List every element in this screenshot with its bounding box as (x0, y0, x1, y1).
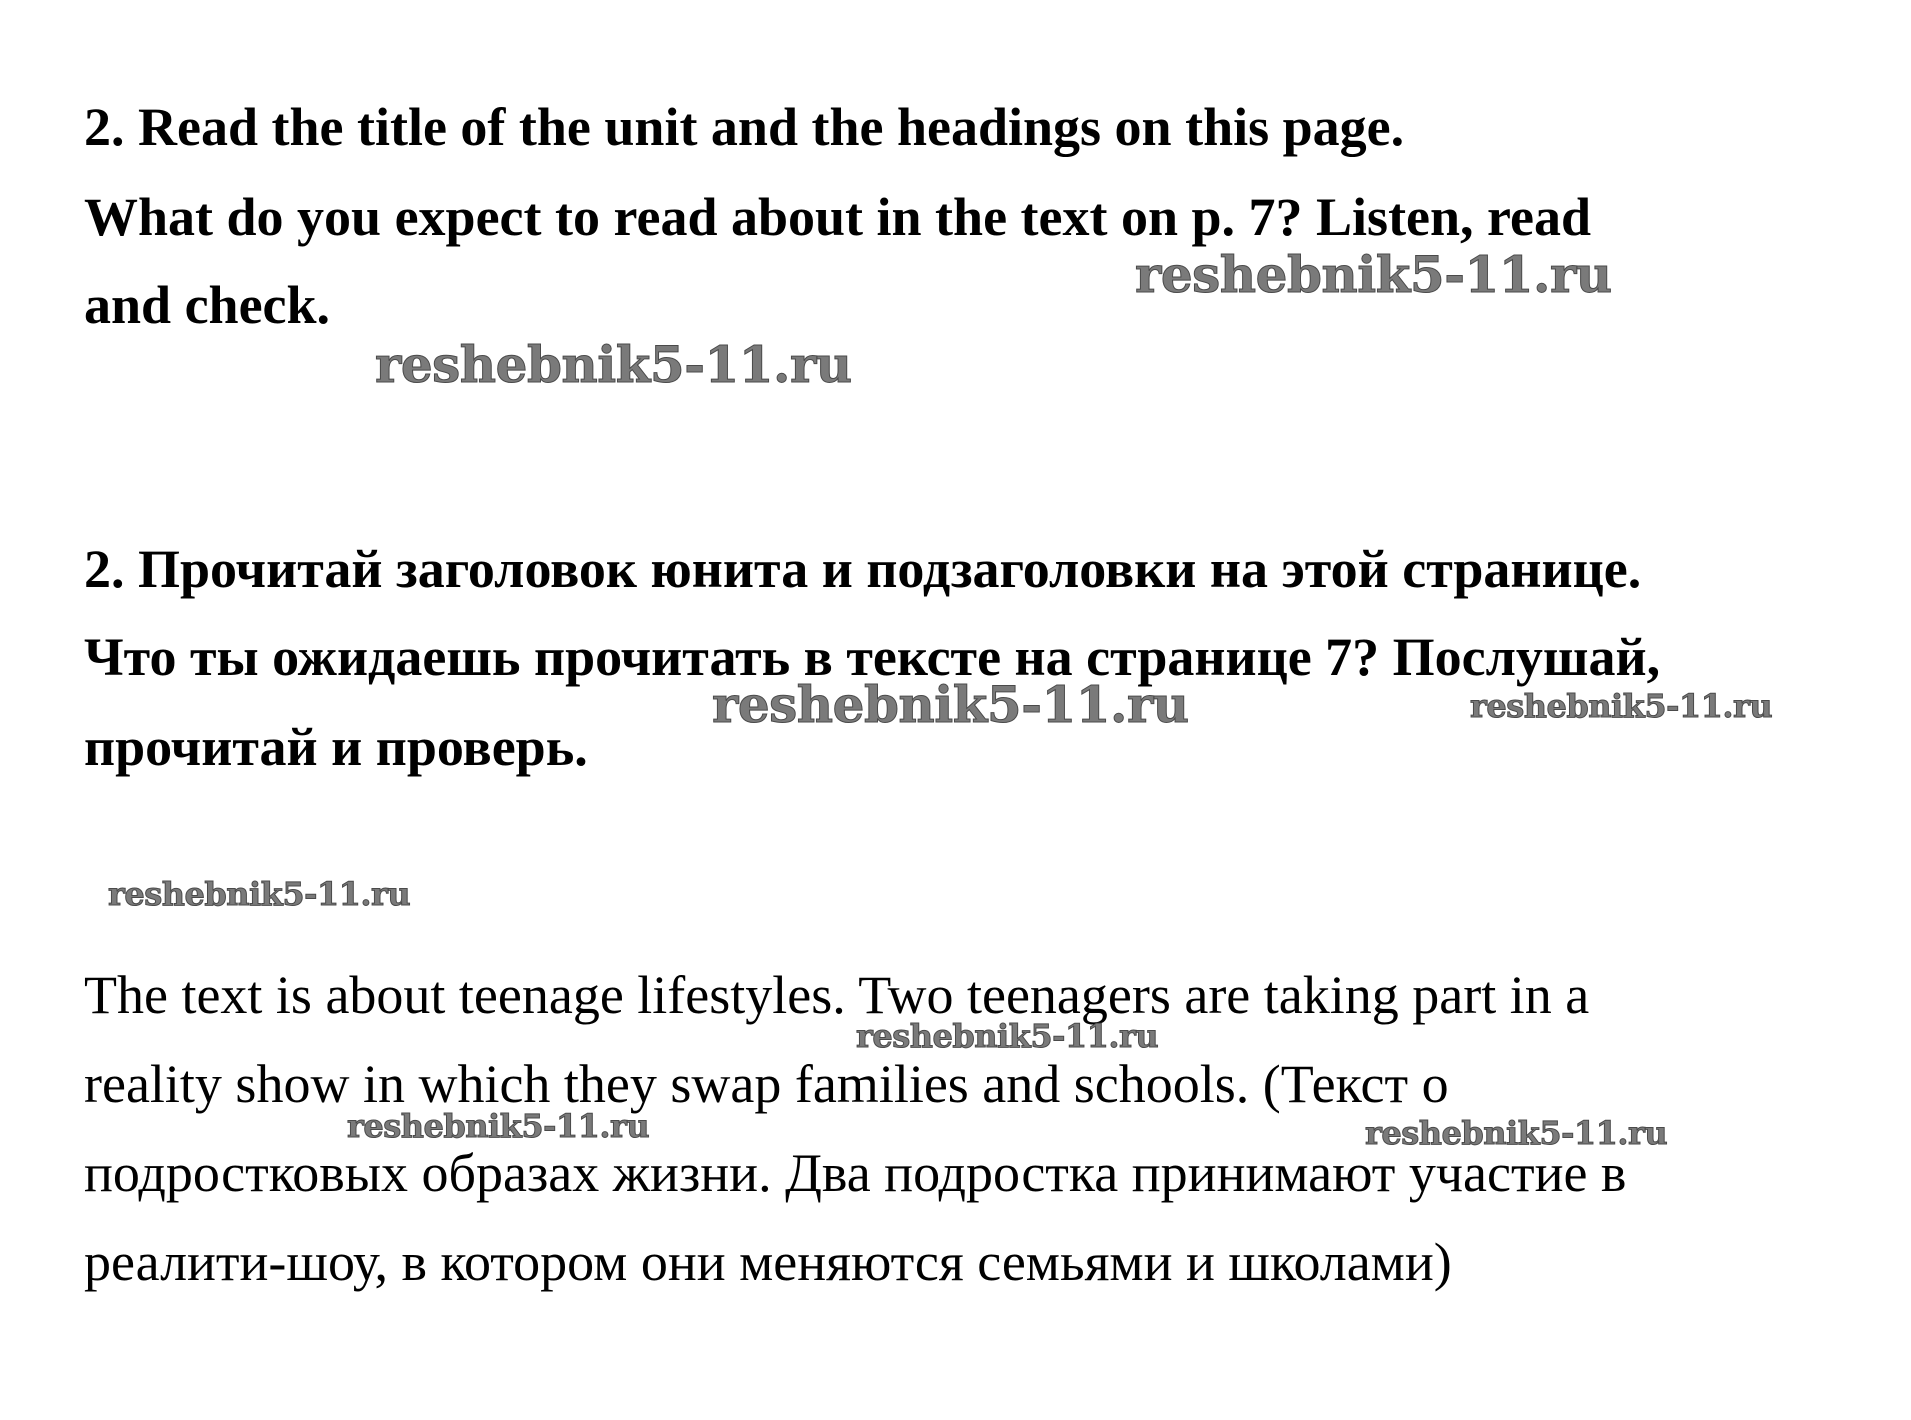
watermark: reshebnik5-11.ru (347, 1107, 650, 1145)
task-en-line-1: 2. Read the title of the unit and the headings on this page. (84, 97, 1405, 157)
task-en-line-2: What do you expect to read about in the text on p. 7? Listen, read (84, 187, 1592, 247)
watermark: reshebnik5-11.ru (375, 335, 852, 394)
watermark: reshebnik5-11.ru (1470, 687, 1773, 725)
answer-line-3: подростковых образах жизни. Два подростка принимают участие в (84, 1143, 1627, 1203)
watermark: reshebnik5-11.ru (712, 675, 1189, 734)
answer-line-2: reality show in which they swap families and schools. (Текст о (84, 1054, 1449, 1114)
watermark: reshebnik5-11.ru (856, 1017, 1159, 1055)
task-ru-line-2: Что ты ожидаешь прочитать в тексте на странице 7? Послушай, (84, 627, 1661, 687)
task-ru-line-3: прочитай и проверь. (84, 717, 588, 777)
answer-line-4: реалити-шоу, в котором они меняются семьями и школами) (84, 1232, 1452, 1292)
task-ru-line-1: 2. Прочитай заголовок юнита и подзаголовки на этой странице. (84, 539, 1642, 599)
answer-line-1: The text is about teenage lifestyles. Two teenagers are taking part in a (84, 965, 1590, 1025)
task-en-line-3: and check. (84, 275, 331, 335)
watermark: reshebnik5-11.ru (108, 875, 411, 913)
watermark: reshebnik5-11.ru (1365, 1114, 1668, 1152)
watermark: reshebnik5-11.ru (1135, 245, 1612, 304)
